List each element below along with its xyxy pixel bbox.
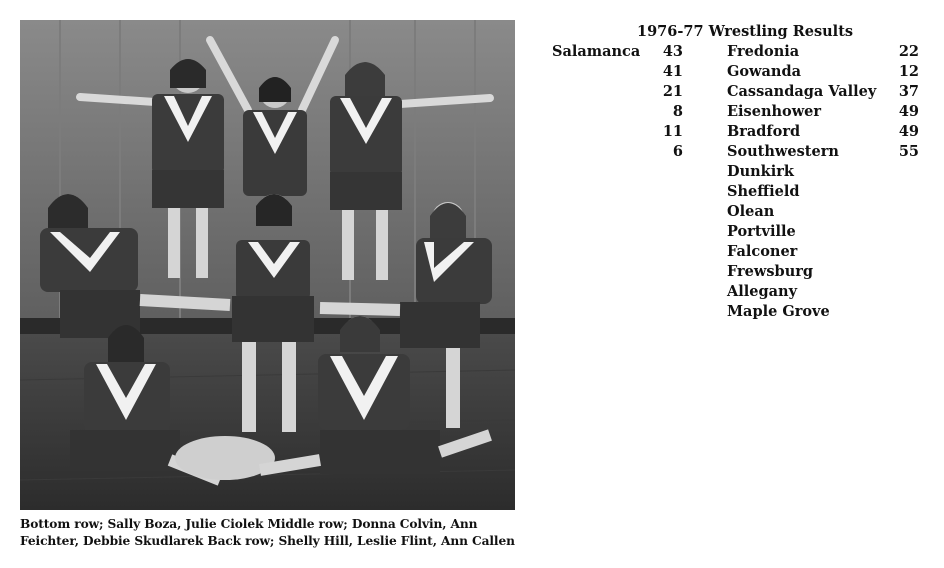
results-row (548, 63, 928, 83)
results-row (548, 303, 928, 323)
opponent: Maple Grove (727, 303, 830, 320)
results-row (548, 103, 928, 123)
opponent: Dunkirk (727, 163, 794, 180)
home-score: 6 (672, 143, 683, 160)
opponent-score: 49 (898, 123, 919, 140)
cheerleader-photo (20, 20, 515, 510)
results-title: 1976-77 Wrestling Results (637, 23, 854, 40)
opponent: Sheffield (727, 183, 800, 200)
results-row (548, 123, 928, 143)
opponent-score: 37 (898, 83, 919, 100)
results-row (548, 243, 928, 263)
home-score: 11 (662, 123, 683, 140)
opponent: Fredonia (727, 43, 800, 60)
results-row (548, 263, 928, 283)
home-score: 41 (662, 63, 683, 80)
results-row (548, 183, 928, 203)
home-score: 8 (672, 103, 683, 120)
opponent-score: 49 (898, 103, 919, 120)
results-row (548, 143, 928, 163)
results-row (548, 203, 928, 223)
opponent: Portville (727, 223, 796, 240)
pom-pom (175, 436, 275, 480)
opponent: Eisenhower (727, 103, 822, 120)
results-row (548, 283, 928, 303)
home-score: 43 (662, 43, 683, 60)
results-row (548, 83, 928, 103)
home-score: 21 (662, 83, 683, 100)
opponent-score: 22 (898, 43, 919, 60)
opponent: Southwestern (727, 143, 839, 160)
results-row (548, 163, 928, 183)
photo-caption: Bottom row; Sally Boza, Julie Ciolek Middle row; Donna Colvin, Ann Feichter, Debbie Skudlarek Back row; Shelly Hill, Leslie Flint, Ann Callen (20, 517, 515, 548)
opponent-score: 12 (898, 63, 919, 80)
opponent-score: 55 (898, 143, 919, 160)
opponent: Olean (727, 203, 775, 220)
home-team: Salamanca (552, 43, 641, 60)
opponent: Frewsburg (727, 263, 814, 280)
cheerleader-pyramid-illustration (20, 20, 515, 510)
opponent: Cassandaga Valley (727, 83, 877, 100)
opponent: Falconer (727, 243, 798, 260)
opponent: Bradford (727, 123, 801, 140)
results-row (548, 223, 928, 243)
opponent: Gowanda (727, 63, 802, 80)
results-row (548, 43, 928, 63)
opponent: Allegany (727, 283, 797, 300)
